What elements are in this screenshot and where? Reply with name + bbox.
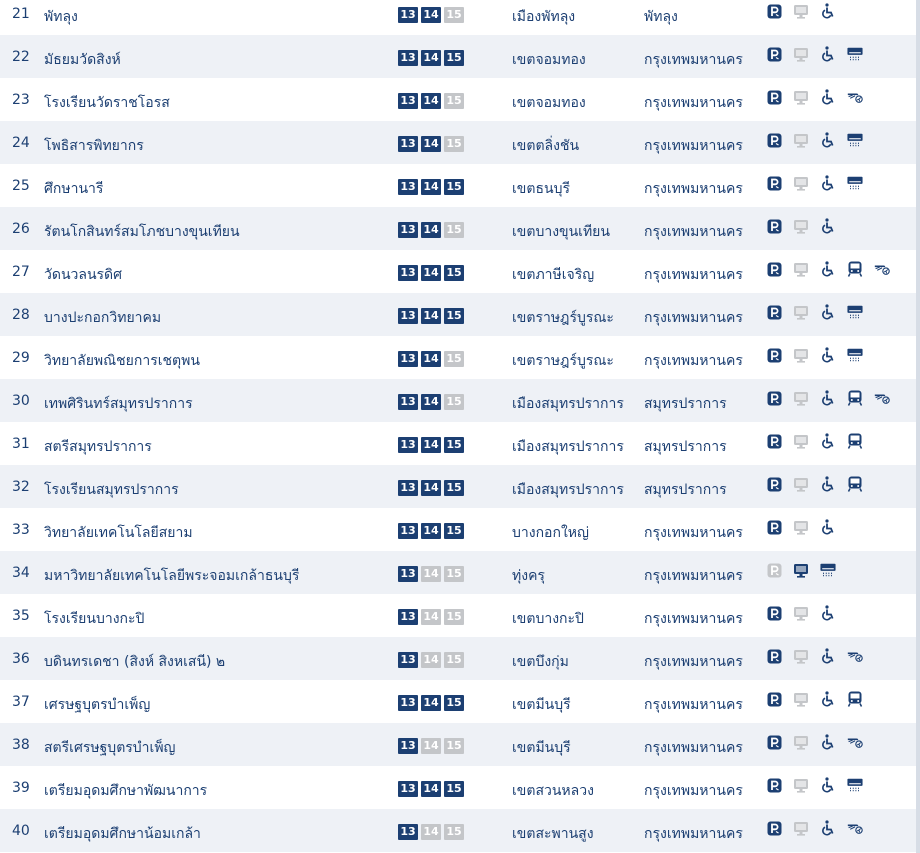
wheelchair-icon: [820, 777, 836, 793]
parking-icon: [766, 648, 782, 664]
computer-icon: [793, 519, 809, 535]
province: กรุงเทพมหานคร: [644, 224, 743, 240]
computer-icon: [793, 89, 809, 105]
wheelchair-icon: [820, 390, 836, 406]
row-number: 40: [12, 823, 30, 839]
province: สมุทรปราการ: [644, 439, 727, 455]
grade-13-badge: 13: [398, 738, 418, 754]
fan-icon: [874, 390, 890, 406]
computer-icon: [793, 562, 809, 578]
grade-13-badge: 13: [398, 566, 418, 582]
train-icon: [847, 433, 863, 449]
wheelchair-icon: [820, 648, 836, 664]
computer-icon: [793, 777, 809, 793]
computer-icon: [793, 648, 809, 664]
grade-15-badge: 15: [444, 652, 464, 668]
district: เขตมีนบุรี: [512, 697, 571, 713]
province: สมุทรปราการ: [644, 482, 727, 498]
train-icon: [847, 691, 863, 707]
province: กรุงเทพมหานคร: [644, 181, 743, 197]
facility-icons: [766, 132, 874, 148]
table-row: [0, 594, 916, 637]
table-row: [0, 121, 916, 164]
school-name: วิทยาลัยเทคโนโลยีสยาม: [44, 525, 193, 541]
school-name: โรงเรียนสมุทรปราการ: [44, 482, 179, 498]
table-row: [0, 637, 916, 680]
grade-14-badge: 14: [421, 308, 441, 324]
facility-icons: [766, 734, 874, 750]
wheelchair-icon: [820, 304, 836, 320]
computer-icon: [793, 734, 809, 750]
grade-15-badge: 15: [444, 351, 464, 367]
air-conditioner-icon: [847, 46, 863, 62]
facility-icons: [766, 519, 847, 535]
facility-icons: [766, 304, 874, 320]
grade-14-badge: 14: [421, 394, 441, 410]
row-number: 28: [12, 307, 30, 323]
train-icon: [847, 476, 863, 492]
grade-15-badge: 15: [444, 93, 464, 109]
table-row: [0, 680, 916, 723]
facility-icons: [766, 175, 874, 191]
row-number: 34: [12, 565, 30, 581]
grade-badges: [398, 523, 464, 539]
row-number: 30: [12, 393, 30, 409]
row-number: 27: [12, 264, 30, 280]
grade-badges: [398, 179, 464, 195]
grade-15-badge: 15: [444, 738, 464, 754]
district: เขตตลิ่งชัน: [512, 138, 580, 154]
table-row: [0, 551, 916, 594]
table-row: [0, 207, 916, 250]
province: พัทลุง: [644, 9, 678, 25]
grade-badges: [398, 609, 464, 625]
table-row: [0, 293, 916, 336]
grade-14-badge: 14: [421, 7, 441, 23]
row-number: 23: [12, 92, 30, 108]
grade-14-badge: 14: [421, 351, 441, 367]
grade-13-badge: 13: [398, 179, 418, 195]
school-name: มหาวิทยาลัยเทคโนโลยีพระจอมเกล้าธนบุรี: [44, 568, 300, 584]
parking-icon: [766, 433, 782, 449]
district: เขตสะพานสูง: [512, 826, 594, 842]
table-row: [0, 723, 916, 766]
grade-15-badge: 15: [444, 480, 464, 496]
district: เขตราษฎร์บูรณะ: [512, 353, 614, 369]
grade-13-badge: 13: [398, 136, 418, 152]
school-name: เศรษฐบุตรบำเพ็ญ: [44, 697, 151, 713]
computer-icon: [793, 132, 809, 148]
district: เขตธนบุรี: [512, 181, 570, 197]
grade-13-badge: 13: [398, 265, 418, 281]
grade-13-badge: 13: [398, 523, 418, 539]
province: สมุทรปราการ: [644, 396, 727, 412]
grade-badges: [398, 7, 464, 23]
grade-badges: [398, 93, 464, 109]
grade-badges: [398, 437, 464, 453]
air-conditioner-icon: [847, 132, 863, 148]
province: กรุงเทพมหานคร: [644, 611, 743, 627]
district: เขตจอมทอง: [512, 52, 586, 68]
grade-badges: [398, 566, 464, 582]
grade-14-badge: 14: [421, 738, 441, 754]
parking-icon: [766, 605, 782, 621]
district: เมืองสมุทรปราการ: [512, 396, 624, 412]
district: เมืองสมุทรปราการ: [512, 439, 624, 455]
grade-badges: [398, 695, 464, 711]
wheelchair-icon: [820, 605, 836, 621]
district: บางกอกใหญ่: [512, 525, 589, 541]
school-name: เตรียมอุดมศึกษาน้อมเกล้า: [44, 826, 201, 842]
school-name: สตรีเศรษฐบุตรบำเพ็ญ: [44, 740, 176, 756]
grade-13-badge: 13: [398, 480, 418, 496]
grade-badges: [398, 824, 464, 840]
facility-icons: [766, 433, 874, 449]
scrollbar[interactable]: [916, 0, 920, 853]
computer-icon: [793, 218, 809, 234]
table-row: [0, 35, 916, 78]
fan-icon: [847, 734, 863, 750]
computer-icon: [793, 46, 809, 62]
fan-icon: [847, 648, 863, 664]
district: เขตมีนบุรี: [512, 740, 571, 756]
wheelchair-icon: [820, 46, 836, 62]
computer-icon: [793, 390, 809, 406]
grade-14-badge: 14: [421, 265, 441, 281]
district: เขตบางกะปิ: [512, 611, 584, 627]
facility-icons: [766, 46, 874, 62]
grade-15-badge: 15: [444, 523, 464, 539]
grade-14-badge: 14: [421, 50, 441, 66]
grade-15-badge: 15: [444, 308, 464, 324]
grade-15-badge: 15: [444, 437, 464, 453]
school-name: โพธิสารพิทยากร: [44, 138, 144, 154]
grade-14-badge: 14: [421, 824, 441, 840]
school-name: พัทลุง: [44, 9, 78, 25]
province: กรุงเทพมหานคร: [644, 310, 743, 326]
grade-13-badge: 13: [398, 695, 418, 711]
air-conditioner-icon: [847, 304, 863, 320]
grade-15-badge: 15: [444, 566, 464, 582]
parking-icon: [766, 691, 782, 707]
grade-15-badge: 15: [444, 136, 464, 152]
computer-icon: [793, 820, 809, 836]
grade-15-badge: 15: [444, 695, 464, 711]
school-name: วิทยาลัยพณิชยการเชตุพน: [44, 353, 200, 369]
district: เขตจอมทอง: [512, 95, 586, 111]
table-row: [0, 766, 916, 809]
parking-icon: [766, 519, 782, 535]
grade-13-badge: 13: [398, 7, 418, 23]
district: เขตราษฎร์บูรณะ: [512, 310, 614, 326]
grade-13-badge: 13: [398, 781, 418, 797]
row-number: 33: [12, 522, 30, 538]
province: กรุงเทพมหานคร: [644, 353, 743, 369]
parking-icon: [766, 820, 782, 836]
grade-badges: [398, 480, 464, 496]
grade-15-badge: 15: [444, 824, 464, 840]
parking-icon: [766, 390, 782, 406]
province: กรุงเทพมหานคร: [644, 267, 743, 283]
computer-icon: [793, 175, 809, 191]
computer-icon: [793, 605, 809, 621]
grade-15-badge: 15: [444, 222, 464, 238]
train-icon: [847, 261, 863, 277]
school-name: วัดนวลนรดิศ: [44, 267, 123, 283]
grade-13-badge: 13: [398, 222, 418, 238]
fan-icon: [874, 261, 890, 277]
train-icon: [847, 390, 863, 406]
grade-13-badge: 13: [398, 50, 418, 66]
wheelchair-icon: [820, 3, 836, 19]
parking-icon: [766, 777, 782, 793]
district: เขตบางขุนเทียน: [512, 224, 610, 240]
parking-icon: [766, 261, 782, 277]
parking-icon: [766, 476, 782, 492]
facility-icons: [766, 89, 874, 105]
row-number: 29: [12, 350, 30, 366]
computer-icon: [793, 691, 809, 707]
school-name: รัตนโกสินทร์สมโภชบางขุนเทียน: [44, 224, 240, 240]
facility-icons: [766, 3, 847, 19]
facility-icons: [766, 218, 847, 234]
grade-15-badge: 15: [444, 179, 464, 195]
district: เขตบึงกุ่ม: [512, 654, 569, 670]
table-row: [0, 164, 916, 207]
facility-icons: [766, 605, 847, 621]
grade-14-badge: 14: [421, 523, 441, 539]
grade-14-badge: 14: [421, 609, 441, 625]
row-number: 38: [12, 737, 30, 753]
grade-15-badge: 15: [444, 394, 464, 410]
school-name: เตรียมอุดมศึกษาพัฒนาการ: [44, 783, 208, 799]
fan-icon: [847, 89, 863, 105]
facility-icons: [766, 648, 874, 664]
grade-badges: [398, 652, 464, 668]
school-name: บางปะกอกวิทยาคม: [44, 310, 162, 326]
school-name: บดินทรเดชา (สิงห์ สิงหเสนี) ๒: [44, 654, 226, 670]
grade-13-badge: 13: [398, 652, 418, 668]
wheelchair-icon: [820, 820, 836, 836]
parking-icon: [766, 132, 782, 148]
grade-14-badge: 14: [421, 93, 441, 109]
row-number: 25: [12, 178, 30, 194]
province: กรุงเทพมหานคร: [644, 826, 743, 842]
parking-icon: [766, 89, 782, 105]
province: กรุงเทพมหานคร: [644, 654, 743, 670]
grade-badges: [398, 351, 464, 367]
computer-icon: [793, 476, 809, 492]
grade-15-badge: 15: [444, 609, 464, 625]
air-conditioner-icon: [847, 175, 863, 191]
grade-14-badge: 14: [421, 222, 441, 238]
parking-icon: [766, 218, 782, 234]
table-row: [0, 0, 916, 35]
grade-13-badge: 13: [398, 437, 418, 453]
wheelchair-icon: [820, 261, 836, 277]
parking-icon: [766, 734, 782, 750]
wheelchair-icon: [820, 175, 836, 191]
table-row: [0, 508, 916, 551]
parking-icon: [766, 347, 782, 363]
school-name: ศึกษานารี: [44, 181, 104, 197]
parking-icon: [766, 304, 782, 320]
school-name: เทพศิรินทร์สมุทรปราการ: [44, 396, 193, 412]
table-row: [0, 422, 916, 465]
grade-badges: [398, 50, 464, 66]
grade-badges: [398, 394, 464, 410]
parking-icon: [766, 175, 782, 191]
facility-icons: [766, 261, 901, 277]
school-name: โรงเรียนบางกะปิ: [44, 611, 145, 627]
row-number: 22: [12, 49, 30, 65]
air-conditioner-icon: [847, 777, 863, 793]
grade-14-badge: 14: [421, 480, 441, 496]
wheelchair-icon: [820, 519, 836, 535]
school-name: โรงเรียนวัดราชโอรส: [44, 95, 170, 111]
grade-13-badge: 13: [398, 609, 418, 625]
computer-icon: [793, 261, 809, 277]
province: กรุงเทพมหานคร: [644, 740, 743, 756]
district: เขตสวนหลวง: [512, 783, 594, 799]
parking-icon: [766, 3, 782, 19]
province: กรุงเทพมหานคร: [644, 697, 743, 713]
grade-14-badge: 14: [421, 179, 441, 195]
grade-badges: [398, 136, 464, 152]
row-number: 35: [12, 608, 30, 624]
facility-icons: [766, 562, 847, 578]
province: กรุงเทพมหานคร: [644, 95, 743, 111]
grade-14-badge: 14: [421, 566, 441, 582]
computer-icon: [793, 3, 809, 19]
parking-icon: [766, 46, 782, 62]
facility-icons: [766, 347, 874, 363]
grade-13-badge: 13: [398, 308, 418, 324]
grade-14-badge: 14: [421, 437, 441, 453]
grade-14-badge: 14: [421, 781, 441, 797]
table-row: [0, 78, 916, 121]
row-number: 31: [12, 436, 30, 452]
row-number: 37: [12, 694, 30, 710]
row-number: 26: [12, 221, 30, 237]
table-row: [0, 250, 916, 293]
province: กรุงเทพมหานคร: [644, 138, 743, 154]
school-name: มัธยมวัดสิงห์: [44, 52, 121, 68]
district: เมืองสมุทรปราการ: [512, 482, 624, 498]
fan-icon: [847, 820, 863, 836]
table-row: [0, 379, 916, 422]
facility-icons: [766, 777, 874, 793]
wheelchair-icon: [820, 691, 836, 707]
district: ทุ่งครุ: [512, 568, 545, 584]
facility-icons: [766, 390, 901, 406]
grade-badges: [398, 222, 464, 238]
grade-badges: [398, 308, 464, 324]
province: กรุงเทพมหานคร: [644, 783, 743, 799]
grade-13-badge: 13: [398, 394, 418, 410]
facility-icons: [766, 820, 874, 836]
province: กรุงเทพมหานคร: [644, 525, 743, 541]
wheelchair-icon: [820, 476, 836, 492]
wheelchair-icon: [820, 734, 836, 750]
table-row: [0, 809, 916, 852]
province: กรุงเทพมหานคร: [644, 52, 743, 68]
table-row: [0, 336, 916, 379]
school-name: สตรีสมุทรปราการ: [44, 439, 152, 455]
district: เขตภาษีเจริญ: [512, 267, 595, 283]
facility-icons: [766, 476, 874, 492]
grade-15-badge: 15: [444, 50, 464, 66]
air-conditioner-icon: [847, 347, 863, 363]
grade-15-badge: 15: [444, 7, 464, 23]
grade-15-badge: 15: [444, 781, 464, 797]
parking-icon: [766, 562, 782, 578]
computer-icon: [793, 347, 809, 363]
grade-13-badge: 13: [398, 93, 418, 109]
computer-icon: [793, 433, 809, 449]
row-number: 21: [12, 6, 30, 22]
row-number: 39: [12, 780, 30, 796]
grade-13-badge: 13: [398, 351, 418, 367]
grade-14-badge: 14: [421, 652, 441, 668]
wheelchair-icon: [820, 132, 836, 148]
wheelchair-icon: [820, 89, 836, 105]
district: เมืองพัทลุง: [512, 9, 576, 25]
row-number: 24: [12, 135, 30, 151]
grade-14-badge: 14: [421, 136, 441, 152]
grade-badges: [398, 738, 464, 754]
table-row: [0, 465, 916, 508]
grade-15-badge: 15: [444, 265, 464, 281]
row-number: 32: [12, 479, 30, 495]
wheelchair-icon: [820, 347, 836, 363]
grade-14-badge: 14: [421, 695, 441, 711]
row-number: 36: [12, 651, 30, 667]
air-conditioner-icon: [820, 562, 836, 578]
grade-13-badge: 13: [398, 824, 418, 840]
grade-badges: [398, 265, 464, 281]
wheelchair-icon: [820, 433, 836, 449]
facility-icons: [766, 691, 874, 707]
wheelchair-icon: [820, 218, 836, 234]
grade-badges: [398, 781, 464, 797]
province: กรุงเทพมหานคร: [644, 568, 743, 584]
computer-icon: [793, 304, 809, 320]
